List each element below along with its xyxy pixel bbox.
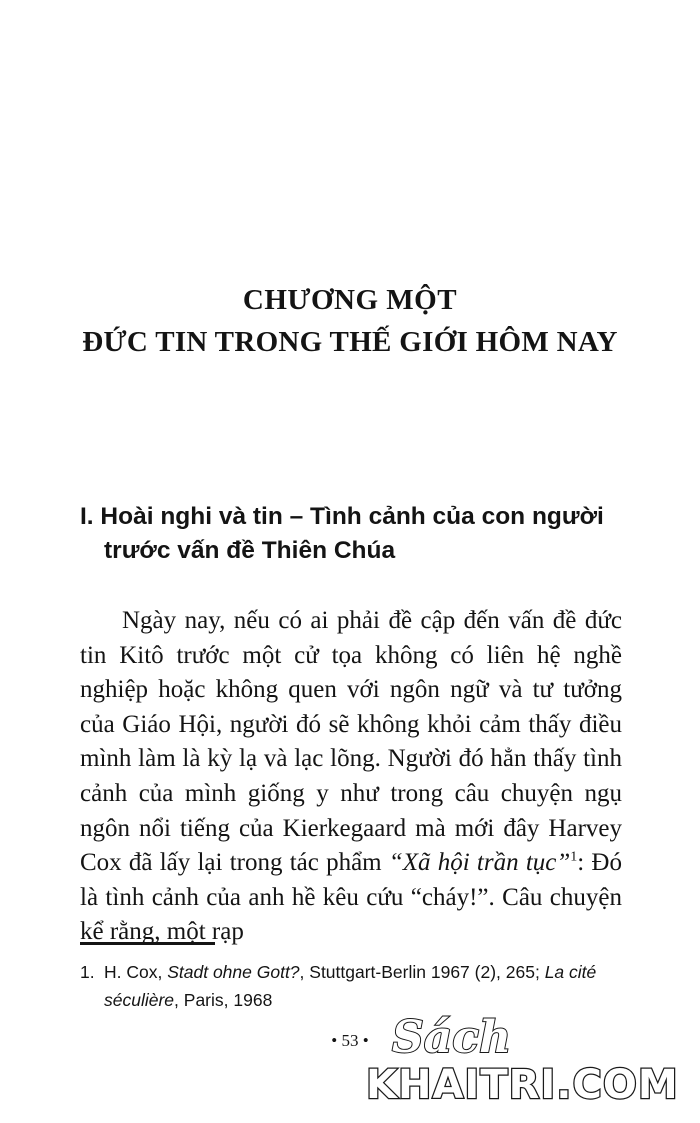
footnote-author: H. Cox, [104,962,168,982]
body-text-after-quote: : Đó là tình cảnh của anh hề kêu cứu “cháy!”. Câu chuyện kể rằng, một rạp [80,849,622,946]
footnote-number: 1. [80,962,95,982]
footnote-tail: , Paris, 1968 [174,990,273,1010]
section-heading-line-1: I. Hoài nghi và tin – Tình cảnh của con người [80,503,604,530]
footnote-detail: , Stuttgart-Berlin 1967 (2), 265; [299,962,545,982]
footnote-divider [80,942,215,945]
chapter-label: CHƯƠNG MỘT [242,284,458,316]
watermark-logo [362,1000,692,1110]
footnote-work-2: La cité séculière [104,962,597,1010]
footnote-body [80,958,636,1014]
footnote-reference[interactable]: 1 [570,849,578,865]
page-number: • 53 • [331,1031,369,1050]
section-heading-line-2: trước vấn đề Thiên Chúa [104,537,396,564]
footnote-work-1: Stadt ohne Gott? [167,962,300,982]
watermark-brand-text: KHAITRI.COM [366,1062,679,1108]
section-heading [80,500,640,568]
chapter-title: ĐỨC TIN TRONG THẾ GIỚI HÔM NAY [82,326,618,358]
quoted-work-title: “Xã hội trần tục” [388,849,571,877]
footnote [80,958,636,1014]
body-text-before-quote: Ngày nay, nếu có ai phải đề cập đến vấn đề đức tin Kitô trước một cử tọa không có liên hệ nghề nghiệp hoặc không quen với ngôn ngữ và tư tưởng của Giáo Hội, người đó sẽ không khỏi cảm thấy điều mình làm là kỳ lạ và lạc lõng. Người đó hẳn thấy tình cảnh của mình giống y như trong câu chuyện ngụ ngôn nổi tiếng của Kierkegaard mà mới đây Harvey Cox đã lấy lại trong tác phẩm [80,607,622,877]
body-paragraph [80,604,622,950]
watermark-script-text: Sách [392,1012,512,1063]
